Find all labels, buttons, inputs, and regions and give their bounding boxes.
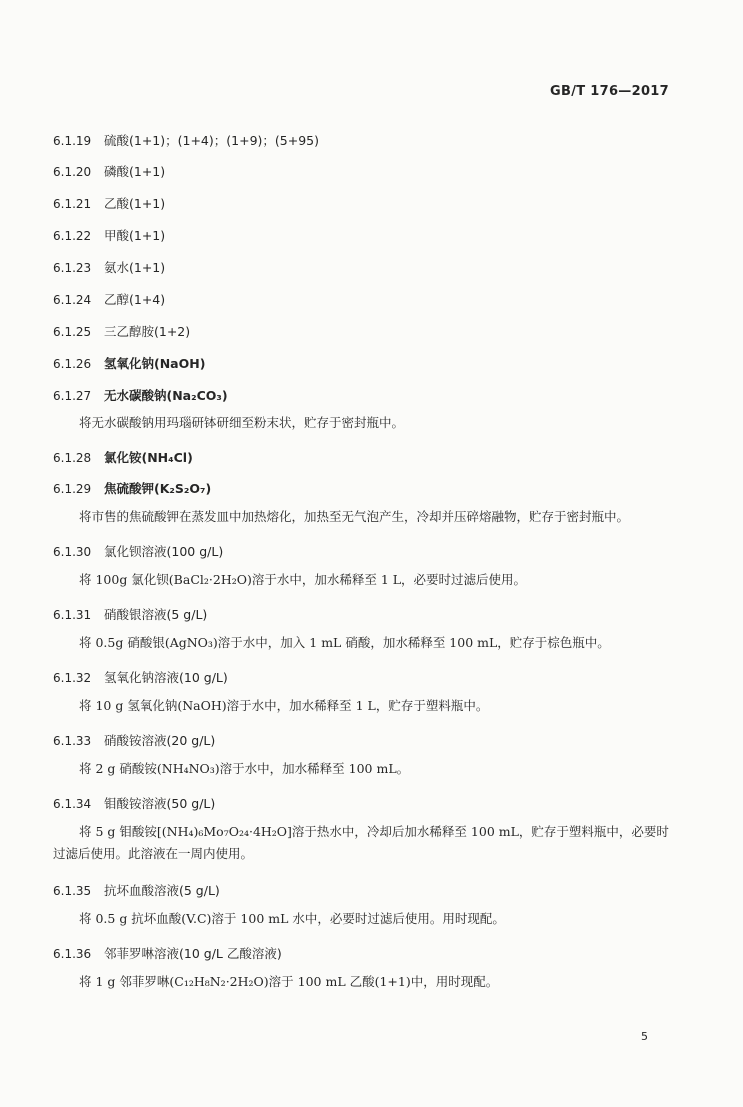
entry-title: 焦硫酸钾(K₂S₂O₇) bbox=[104, 481, 212, 496]
entry-6-1-19 bbox=[53, 131, 673, 149]
entry-number: 6.1.29 bbox=[53, 482, 92, 496]
entry-description: 将 100g 氯化钡(BaCl₂·2H₂O)溶于水中，加水稀释至 1 L，必要时过滤后使用。 bbox=[79, 572, 527, 587]
entry-number: 6.1.23 bbox=[53, 261, 92, 275]
entry-6-1-22 bbox=[53, 226, 673, 244]
entry-description: 将 10 g 氢氧化钠(NaOH)溶于水中，加水稀释至 1 L，贮存于塑料瓶中。 bbox=[79, 698, 489, 713]
entry-description: 将市售的焦硫酸钾在蒸发皿中加热熔化，加热至无气泡产生，冷却并压碎熔融物，贮存于密封瓶中。 bbox=[79, 509, 630, 524]
entry-title: 乙酸(1+1) bbox=[104, 196, 166, 211]
entry-6-1-21 bbox=[53, 194, 673, 212]
entry-6-1-32 bbox=[53, 668, 673, 686]
entry-description: 将 1 g 邻菲罗啉(C₁₂H₈N₂·2H₂O)溶于 100 mL 乙酸(1+1)中，用时现配。 bbox=[79, 974, 499, 989]
entry-number: 6.1.20 bbox=[53, 165, 92, 179]
entry-6-1-31 bbox=[53, 605, 673, 623]
entry-title: 乙醇(1+4) bbox=[104, 292, 166, 307]
entry-description: 将 0.5g 硝酸银(AgNO₃)溶于水中，加入 1 mL 硝酸，加水稀释至 100 mL，贮存于棕色瓶中。 bbox=[79, 635, 610, 650]
entry-6-1-36 bbox=[53, 944, 673, 962]
entry-6-1-27 bbox=[53, 386, 673, 404]
entry-6-1-20 bbox=[53, 162, 673, 180]
entry-number: 6.1.36 bbox=[53, 947, 92, 961]
entry-6-1-25 bbox=[53, 322, 673, 340]
entry-6-1-28 bbox=[53, 448, 673, 466]
entry-number: 6.1.35 bbox=[53, 884, 92, 898]
entry-6-1-30 bbox=[53, 542, 673, 560]
entry-number: 6.1.30 bbox=[53, 545, 92, 559]
entry-number: 6.1.28 bbox=[53, 451, 92, 465]
entry-number: 6.1.22 bbox=[53, 229, 92, 243]
entry-number: 6.1.21 bbox=[53, 197, 92, 211]
entry-title: 硝酸银溶液(5 g/L) bbox=[104, 607, 208, 622]
document-id: GB/T 176—2017 bbox=[550, 84, 669, 99]
entry-title: 邻菲罗啉溶液(10 g/L 乙酸溶液) bbox=[104, 946, 282, 961]
entry-title: 三乙醇胺(1+2) bbox=[104, 324, 191, 339]
entry-6-1-24 bbox=[53, 290, 673, 308]
entry-description: 将 0.5 g 抗坏血酸(V.C)溶于 100 mL 水中，必要时过滤后使用。用时现配。 bbox=[79, 911, 505, 926]
entry-number: 6.1.34 bbox=[53, 797, 92, 811]
entry-6-1-34 bbox=[53, 794, 673, 812]
entry-title: 氯化铵(NH₄Cl) bbox=[104, 450, 193, 465]
entry-title: 磷酸(1+1) bbox=[104, 164, 166, 179]
entry-6-1-26 bbox=[53, 354, 673, 372]
entry-number: 6.1.24 bbox=[53, 293, 92, 307]
entry-6-1-23 bbox=[53, 258, 673, 276]
entry-title: 硫酸(1+1)；(1+4)；(1+9)；(5+95) bbox=[104, 133, 319, 148]
entry-number: 6.1.33 bbox=[53, 734, 92, 748]
entry-6-1-35 bbox=[53, 881, 673, 899]
entry-description: 将 2 g 硝酸铵(NH₄NO₃)溶于水中，加水稀释至 100 mL。 bbox=[79, 761, 410, 776]
entry-title: 钼酸铵溶液(50 g/L) bbox=[104, 796, 216, 811]
entry-6-1-33 bbox=[53, 731, 673, 749]
entry-number: 6.1.32 bbox=[53, 671, 92, 685]
entry-title: 氯化钡溶液(100 g/L) bbox=[104, 544, 224, 559]
entry-number: 6.1.26 bbox=[53, 357, 92, 371]
entry-description: 将无水碳酸钠用玛瑙研钵研细至粉末状，贮存于密封瓶中。 bbox=[79, 415, 405, 430]
entry-title: 氢氧化钠溶液(10 g/L) bbox=[104, 670, 228, 685]
entry-title: 氢氧化钠(NaOH) bbox=[104, 356, 206, 371]
page-number: 5 bbox=[641, 1030, 648, 1043]
entry-number: 6.1.19 bbox=[53, 134, 92, 148]
entry-6-1-29 bbox=[53, 479, 673, 497]
entry-title: 硝酸铵溶液(20 g/L) bbox=[104, 733, 216, 748]
entry-number: 6.1.25 bbox=[53, 325, 92, 339]
entry-description: 将 5 g 钼酸铵[(NH₄)₆Mo₇O₂₄·4H₂O]溶于热水中，冷却后加水稀释至 100 mL，贮存于塑料瓶中，必要时过滤后使用。此溶液在一周内使用。 bbox=[53, 824, 669, 861]
entry-title: 氨水(1+1) bbox=[104, 260, 166, 275]
entry-title: 甲酸(1+1) bbox=[104, 228, 166, 243]
entry-number: 6.1.31 bbox=[53, 608, 92, 622]
entry-number: 6.1.27 bbox=[53, 389, 92, 403]
entry-title: 无水碳酸钠(Na₂CO₃) bbox=[104, 388, 228, 403]
entry-title: 抗坏血酸溶液(5 g/L) bbox=[104, 883, 220, 898]
